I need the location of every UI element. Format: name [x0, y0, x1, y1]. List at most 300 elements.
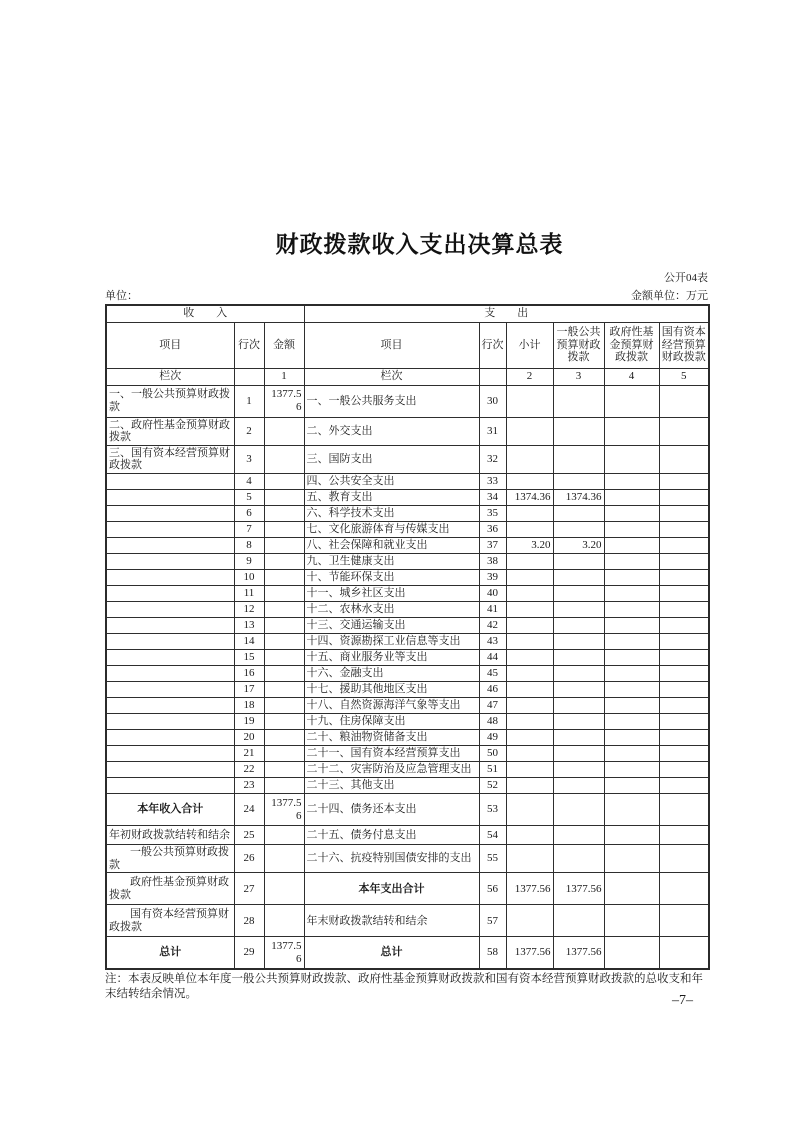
income-amount — [264, 417, 304, 445]
income-row-no: 7 — [234, 522, 264, 538]
expense-subtotal — [506, 845, 553, 873]
expense-subtotal — [506, 506, 553, 522]
expense-row-no: 41 — [479, 602, 506, 618]
expense-subtotal — [506, 570, 553, 586]
income-amount — [264, 445, 304, 473]
expense-item: 本年支出合计 — [304, 873, 479, 905]
expense-state-capital — [659, 698, 709, 714]
income-amount-index: 1 — [264, 368, 304, 385]
page-number: –7– — [672, 993, 693, 1008]
expense-subtotal — [506, 905, 553, 937]
table-row — [106, 826, 709, 845]
income-item — [106, 506, 234, 522]
expense-state-capital — [659, 385, 709, 417]
expense-general-budget — [553, 385, 604, 417]
income-amount — [264, 650, 304, 666]
table-row — [106, 506, 709, 522]
table-row — [106, 602, 709, 618]
expense-item: 九、卫生健康支出 — [304, 554, 479, 570]
expense-general-budget — [553, 845, 604, 873]
column-index-row — [106, 368, 709, 385]
expense-general-budget — [553, 682, 604, 698]
income-amount — [264, 538, 304, 554]
table-row — [106, 586, 709, 602]
expense-general-budget: 1377.56 — [553, 873, 604, 905]
expense-general-budget — [553, 522, 604, 538]
expense-state-capital — [659, 554, 709, 570]
expense-column-index-label: 栏次 — [304, 368, 479, 385]
expense-state-capital — [659, 522, 709, 538]
expense-subtotal — [506, 417, 553, 445]
expense-subtotal — [506, 474, 553, 490]
income-item-header: 项目 — [106, 322, 234, 368]
table-row — [106, 794, 709, 826]
expense-subtotal — [506, 794, 553, 826]
expense-state-capital — [659, 682, 709, 698]
table-row — [106, 746, 709, 762]
expense-item: 五、教育支出 — [304, 490, 479, 506]
expense-item: 十二、农林水支出 — [304, 602, 479, 618]
expense-state-capital — [659, 730, 709, 746]
income-amount — [264, 618, 304, 634]
income-item — [106, 570, 234, 586]
expense-row-no: 51 — [479, 762, 506, 778]
expense-state-capital — [659, 845, 709, 873]
page-title: 财政拨款收入支出决算总表 — [275, 231, 564, 257]
table-body — [106, 385, 709, 969]
expense-general-budget — [553, 417, 604, 445]
table-row — [106, 682, 709, 698]
expense-item: 七、文化旅游体育与传媒支出 — [304, 522, 479, 538]
income-row-no: 17 — [234, 682, 264, 698]
expense-gov-fund — [604, 586, 659, 602]
expense-gov-fund — [604, 730, 659, 746]
expense-row-no: 32 — [479, 445, 506, 473]
income-amount — [264, 474, 304, 490]
expense-state-capital — [659, 490, 709, 506]
income-row-no: 18 — [234, 698, 264, 714]
expense-row-no: 37 — [479, 538, 506, 554]
expense-subtotal: 3.20 — [506, 538, 553, 554]
income-row-no-header: 行次 — [234, 322, 264, 368]
income-row-no: 26 — [234, 845, 264, 873]
income-item — [106, 554, 234, 570]
expense-item: 十九、住房保障支出 — [304, 714, 479, 730]
table-row — [106, 618, 709, 634]
expense-item: 三、国防支出 — [304, 445, 479, 473]
expense-general-budget: 3.20 — [553, 538, 604, 554]
table-row — [106, 474, 709, 490]
expense-gov-fund — [604, 826, 659, 845]
form-code-label: 公开04表 — [664, 272, 708, 284]
expense-general-budget — [553, 762, 604, 778]
income-amount — [264, 845, 304, 873]
expense-gov-fund — [604, 650, 659, 666]
expense-subtotal — [506, 385, 553, 417]
income-item: 三、国有资本经营预算财政拨款 — [106, 445, 234, 473]
income-amount — [264, 698, 304, 714]
expense-row-no: 47 — [479, 698, 506, 714]
expense-subtotal — [506, 826, 553, 845]
footnote: 注：本表反映单位本年度一般公共预算财政拨款、政府性基金预算财政拨款和国有资本经营预算财政拨款的总收支和年末结转结余情况。 — [105, 972, 703, 1000]
income-amount — [264, 602, 304, 618]
expense-state-capital — [659, 778, 709, 794]
expense-row-no: 58 — [479, 937, 506, 969]
expense-gov-fund — [604, 682, 659, 698]
expense-subtotal — [506, 730, 553, 746]
expense-item: 十四、资源勘探工业信息等支出 — [304, 634, 479, 650]
income-item: 一般公共预算财政拨款 — [106, 845, 234, 873]
expense-row-no: 49 — [479, 730, 506, 746]
table-row — [106, 417, 709, 445]
expense-state-capital — [659, 746, 709, 762]
income-amount — [264, 905, 304, 937]
expense-general-budget — [553, 794, 604, 826]
expense-gov-fund — [604, 538, 659, 554]
budget-table — [105, 304, 710, 970]
income-amount: 1377.56 — [264, 385, 304, 417]
expense-gov-fund — [604, 385, 659, 417]
income-item — [106, 490, 234, 506]
income-item — [106, 602, 234, 618]
income-row-no: 15 — [234, 650, 264, 666]
income-row-no: 22 — [234, 762, 264, 778]
expense-gov-fund — [604, 417, 659, 445]
income-row-no: 3 — [234, 445, 264, 473]
expense-state-capital — [659, 826, 709, 845]
table-row — [106, 554, 709, 570]
capital-index: 5 — [659, 368, 709, 385]
table-row — [106, 570, 709, 586]
table-head — [106, 305, 709, 385]
income-row-no: 25 — [234, 826, 264, 845]
expense-row-no-header: 行次 — [479, 322, 506, 368]
expense-general-budget — [553, 826, 604, 845]
expense-gov-fund — [604, 937, 659, 969]
income-item — [106, 682, 234, 698]
expense-state-capital — [659, 762, 709, 778]
income-row-no: 4 — [234, 474, 264, 490]
income-amount: 1377.56 — [264, 794, 304, 826]
expense-state-capital — [659, 634, 709, 650]
expense-general-budget — [553, 666, 604, 682]
table-row — [106, 762, 709, 778]
table-row — [106, 538, 709, 554]
expense-section-header: 支 出 — [304, 305, 709, 322]
column-header-row — [106, 322, 709, 368]
expense-item: 十一、城乡社区支出 — [304, 586, 479, 602]
income-amount — [264, 746, 304, 762]
income-item — [106, 522, 234, 538]
expense-gov-fund — [604, 570, 659, 586]
expense-subtotal — [506, 746, 553, 762]
income-amount — [264, 666, 304, 682]
expense-item: 八、社会保障和就业支出 — [304, 538, 479, 554]
expense-item: 二十三、其他支出 — [304, 778, 479, 794]
expense-general-budget: 1377.56 — [553, 937, 604, 969]
expense-state-capital — [659, 602, 709, 618]
income-item — [106, 618, 234, 634]
general-index: 3 — [553, 368, 604, 385]
expense-row-no: 33 — [479, 474, 506, 490]
expense-row-no: 35 — [479, 506, 506, 522]
expense-item: 十三、交通运输支出 — [304, 618, 479, 634]
income-item — [106, 778, 234, 794]
expense-row-no: 53 — [479, 794, 506, 826]
expense-row-no: 42 — [479, 618, 506, 634]
expense-row-no: 43 — [479, 634, 506, 650]
income-amount — [264, 586, 304, 602]
expense-gov-fund — [604, 522, 659, 538]
expense-item-header: 项目 — [304, 322, 479, 368]
expense-gov-fund — [604, 873, 659, 905]
expense-item: 二十六、抗疫特别国债安排的支出 — [304, 845, 479, 873]
expense-subtotal — [506, 602, 553, 618]
expense-row-no: 52 — [479, 778, 506, 794]
income-item — [106, 762, 234, 778]
general-public-budget-header: 一般公共预算财政拨款 — [553, 322, 604, 368]
income-row-no: 8 — [234, 538, 264, 554]
expense-subtotal — [506, 682, 553, 698]
income-row-no: 23 — [234, 778, 264, 794]
income-amount — [264, 730, 304, 746]
gov-fund-budget-header: 政府性基金预算财政拨款 — [604, 322, 659, 368]
income-item: 年初财政拨款结转和结余 — [106, 826, 234, 845]
expense-state-capital — [659, 794, 709, 826]
expense-state-capital — [659, 417, 709, 445]
income-row-no: 1 — [234, 385, 264, 417]
expense-item: 十六、金融支出 — [304, 666, 479, 682]
income-row-no: 29 — [234, 937, 264, 969]
income-row-no: 2 — [234, 417, 264, 445]
expense-row-no: 54 — [479, 826, 506, 845]
income-item — [106, 650, 234, 666]
expense-general-budget — [553, 586, 604, 602]
expense-gov-fund — [604, 778, 659, 794]
expense-subtotal — [506, 618, 553, 634]
document-content — [105, 226, 708, 1002]
table-row — [106, 445, 709, 473]
expense-subtotal — [506, 586, 553, 602]
expense-general-budget — [553, 602, 604, 618]
expense-general-budget — [553, 905, 604, 937]
expense-gov-fund — [604, 445, 659, 473]
expense-item: 四、公共安全支出 — [304, 474, 479, 490]
income-item — [106, 698, 234, 714]
expense-state-capital — [659, 905, 709, 937]
expense-row-no: 50 — [479, 746, 506, 762]
income-row-no-index — [234, 368, 264, 385]
expense-row-no: 56 — [479, 873, 506, 905]
income-amount — [264, 714, 304, 730]
expense-state-capital — [659, 650, 709, 666]
amount-unit-label: 金额单位：万元 — [631, 290, 708, 302]
income-amount-header: 金额 — [264, 322, 304, 368]
income-row-no: 24 — [234, 794, 264, 826]
state-capital-budget-header: 国有资本经营预算财政拨款 — [659, 322, 709, 368]
expense-item: 二十二、灾害防治及应急管理支出 — [304, 762, 479, 778]
income-row-no: 13 — [234, 618, 264, 634]
income-row-no: 27 — [234, 873, 264, 905]
table-row — [106, 873, 709, 905]
income-column-index-label: 栏次 — [106, 368, 234, 385]
expense-state-capital — [659, 937, 709, 969]
expense-gov-fund — [604, 506, 659, 522]
expense-state-capital — [659, 714, 709, 730]
expense-row-no: 38 — [479, 554, 506, 570]
expense-gov-fund — [604, 490, 659, 506]
expense-gov-fund — [604, 845, 659, 873]
expense-row-no: 48 — [479, 714, 506, 730]
table-row — [106, 385, 709, 417]
income-amount — [264, 570, 304, 586]
income-item: 总计 — [106, 937, 234, 969]
income-row-no: 9 — [234, 554, 264, 570]
expense-item: 二十四、债务还本支出 — [304, 794, 479, 826]
expense-item: 十、节能环保支出 — [304, 570, 479, 586]
expense-row-no: 46 — [479, 682, 506, 698]
expense-general-budget — [553, 570, 604, 586]
expense-subtotal — [506, 445, 553, 473]
expense-item: 十八、自然资源海洋气象等支出 — [304, 698, 479, 714]
income-amount — [264, 554, 304, 570]
expense-general-budget — [553, 650, 604, 666]
expense-row-no: 44 — [479, 650, 506, 666]
expense-subtotal — [506, 634, 553, 650]
table-row — [106, 730, 709, 746]
expense-subtotal — [506, 714, 553, 730]
expense-row-no: 34 — [479, 490, 506, 506]
expense-item: 十七、援助其他地区支出 — [304, 682, 479, 698]
expense-subtotal — [506, 522, 553, 538]
expense-item: 年末财政拨款结转和结余 — [304, 905, 479, 937]
expense-general-budget — [553, 506, 604, 522]
expense-row-no: 57 — [479, 905, 506, 937]
fund-index: 4 — [604, 368, 659, 385]
table-row — [106, 845, 709, 873]
unit-row — [105, 287, 708, 303]
table-row — [106, 666, 709, 682]
income-section-header: 收 入 — [106, 305, 304, 322]
income-item — [106, 666, 234, 682]
expense-gov-fund — [604, 666, 659, 682]
unit-label: 单位： — [105, 290, 138, 302]
income-amount — [264, 506, 304, 522]
income-row-no: 14 — [234, 634, 264, 650]
expense-item: 十五、商业服务业等支出 — [304, 650, 479, 666]
table-row — [106, 698, 709, 714]
expense-row-no: 55 — [479, 845, 506, 873]
table-row — [106, 522, 709, 538]
expense-row-no: 40 — [479, 586, 506, 602]
expense-general-budget — [553, 474, 604, 490]
table-row — [106, 714, 709, 730]
income-item — [106, 474, 234, 490]
subtotal-header: 小计 — [506, 322, 553, 368]
income-item: 政府性基金预算财政拨款 — [106, 873, 234, 905]
expense-subtotal — [506, 778, 553, 794]
income-item — [106, 746, 234, 762]
income-row-no: 5 — [234, 490, 264, 506]
income-item — [106, 538, 234, 554]
table-row — [106, 905, 709, 937]
income-amount — [264, 873, 304, 905]
income-item: 二、政府性基金预算财政拨款 — [106, 417, 234, 445]
expense-general-budget — [553, 634, 604, 650]
expense-subtotal: 1374.36 — [506, 490, 553, 506]
expense-gov-fund — [604, 554, 659, 570]
income-item — [106, 586, 234, 602]
income-row-no: 20 — [234, 730, 264, 746]
income-item: 一、一般公共预算财政拨款 — [106, 385, 234, 417]
expense-general-budget — [553, 730, 604, 746]
income-amount — [264, 762, 304, 778]
expense-state-capital — [659, 474, 709, 490]
income-amount — [264, 778, 304, 794]
expense-row-no-index — [479, 368, 506, 385]
income-amount — [264, 682, 304, 698]
expense-general-budget: 1374.36 — [553, 490, 604, 506]
table-row — [106, 937, 709, 969]
expense-subtotal — [506, 698, 553, 714]
expense-state-capital — [659, 873, 709, 905]
expense-item: 总计 — [304, 937, 479, 969]
expense-state-capital — [659, 666, 709, 682]
income-item — [106, 714, 234, 730]
table-row — [106, 778, 709, 794]
expense-general-budget — [553, 746, 604, 762]
income-row-no: 6 — [234, 506, 264, 522]
income-amount — [264, 826, 304, 845]
expense-subtotal — [506, 762, 553, 778]
table-row — [106, 634, 709, 650]
expense-gov-fund — [604, 762, 659, 778]
subtotal-index: 2 — [506, 368, 553, 385]
expense-state-capital — [659, 570, 709, 586]
section-header-row — [106, 305, 709, 322]
expense-gov-fund — [604, 698, 659, 714]
expense-gov-fund — [604, 618, 659, 634]
income-row-no: 19 — [234, 714, 264, 730]
expense-subtotal: 1377.56 — [506, 937, 553, 969]
expense-subtotal: 1377.56 — [506, 873, 553, 905]
table-row — [106, 650, 709, 666]
income-row-no: 16 — [234, 666, 264, 682]
expense-gov-fund — [604, 474, 659, 490]
expense-subtotal — [506, 666, 553, 682]
expense-item: 二十、粮油物资储备支出 — [304, 730, 479, 746]
expense-general-budget — [553, 445, 604, 473]
income-row-no: 10 — [234, 570, 264, 586]
income-item: 本年收入合计 — [106, 794, 234, 826]
expense-state-capital — [659, 586, 709, 602]
expense-row-no: 31 — [479, 417, 506, 445]
expense-subtotal — [506, 650, 553, 666]
income-row-no: 21 — [234, 746, 264, 762]
income-amount — [264, 522, 304, 538]
expense-item: 二十一、国有资本经营预算支出 — [304, 746, 479, 762]
expense-gov-fund — [604, 714, 659, 730]
expense-general-budget — [553, 778, 604, 794]
income-row-no: 28 — [234, 905, 264, 937]
table-row — [106, 490, 709, 506]
expense-gov-fund — [604, 794, 659, 826]
expense-item: 二、外交支出 — [304, 417, 479, 445]
income-row-no: 11 — [234, 586, 264, 602]
expense-item: 六、科学技术支出 — [304, 506, 479, 522]
expense-row-no: 36 — [479, 522, 506, 538]
expense-state-capital — [659, 445, 709, 473]
